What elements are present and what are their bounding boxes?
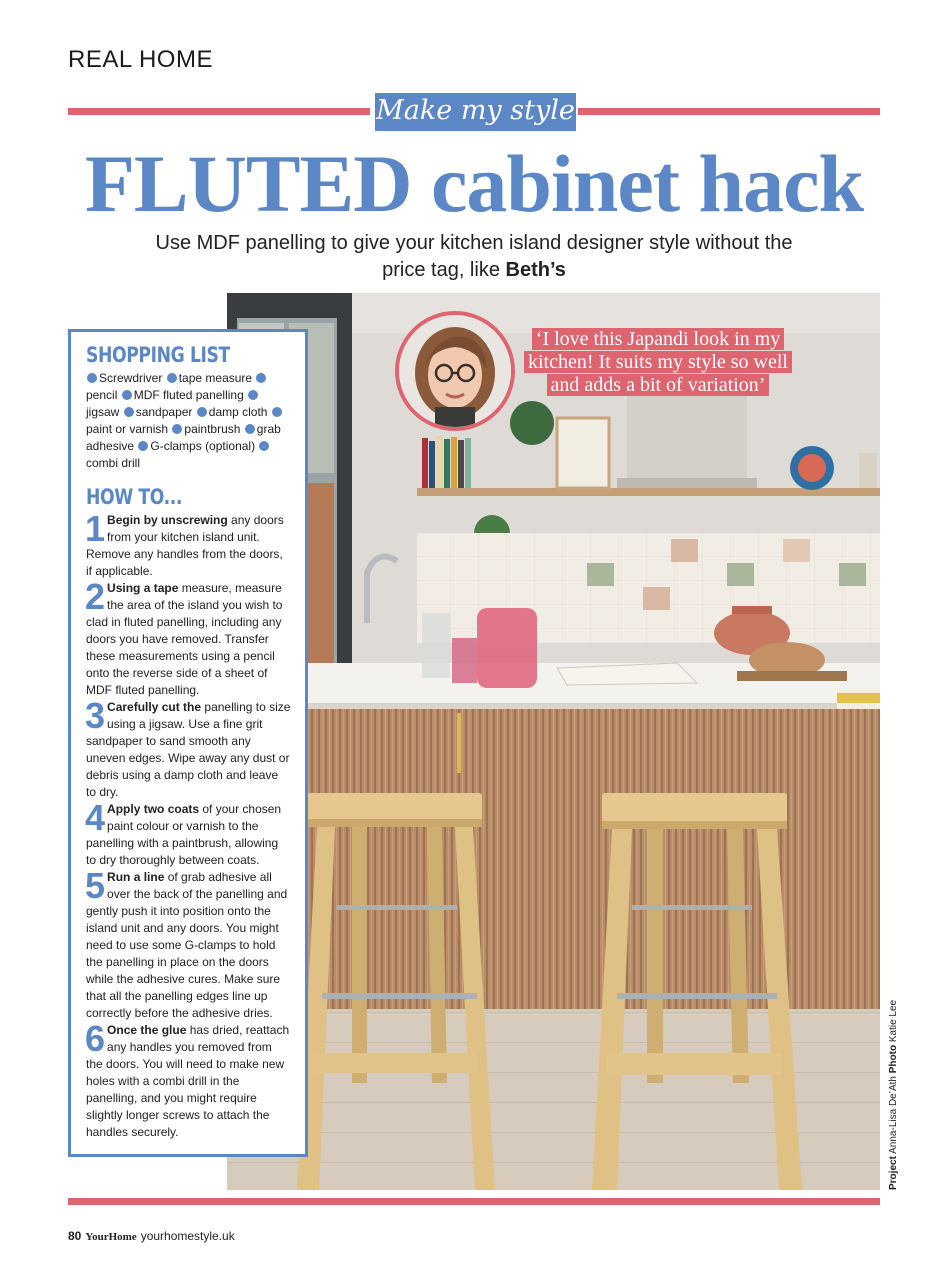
standfirst [140,230,808,284]
step-item [85,695,291,801]
step-text: has dried, reattach any handles you removed from the doors. You will need to make new holes with a combi drill in the panelling, and you might require slightly longer screws to attach the handles securely. [86,1023,290,1139]
photo-credit [885,990,903,1190]
shopping-item: G-clamps (optional) [150,439,256,453]
step-lead: Apply two coats [107,802,200,816]
page-number: 80 [68,1229,82,1243]
step-item [85,865,291,1022]
credit-project-label: Project [888,1156,899,1190]
credit-project-name: Anna-Lisa De’Ath [888,1076,899,1154]
shopping-item: paintbrush [184,422,241,436]
step-lead: Run a line [107,870,165,884]
shopping-item: damp cloth [208,405,268,419]
step-text: measure, measure the area of the island you wish to clad in fluted panelling, including any doors you have removed. Transfer these measurements using a pencil onto the reverse side of a sheet of MDF fluted panelling. [86,581,283,697]
step-text: of your chosen paint colour or varnish to the panelling with a paintbrush, allowing to dry thoroughly between coats. [86,802,282,867]
step-item [85,1018,291,1141]
step-text: of grab adhesive all over the back of the panelling and gently push it into position onto the island unit and any doors. You might need to use some G-clamps to hold the panelling in place on the doors while the adhesive cures. Make sure that all the panelling edges line up correctly before the adhesive dries. [86,870,288,1020]
page-footer [68,1229,235,1243]
shopping-item: paint or varnish [86,422,169,436]
shopping-item: grab adhesive [86,422,281,453]
step-number: 6 [85,1018,106,1059]
shopping-list [86,370,291,472]
step-lead: Carefully cut the [107,700,202,714]
bullet-icon [256,373,266,383]
bullet-icon [124,407,134,417]
step-lead: Using a tape [107,581,179,595]
magazine-logo: YourHome [85,1231,137,1243]
step-number: 4 [85,797,106,838]
step-number: 5 [85,865,106,906]
portrait-photo [395,311,515,431]
bottom-rule [68,1198,880,1205]
standfirst-name: Beth’s [505,259,566,281]
step-number: 2 [85,576,106,617]
step-item [85,576,291,699]
step-item [85,797,291,869]
shopping-item: MDF fluted panelling [133,388,244,402]
headline: FLUTED cabinet hack [84,138,864,229]
bullet-icon [122,390,132,400]
shopping-item: Screwdriver [99,371,163,385]
step-lead: Begin by unscrewing [107,513,228,527]
pull-quote-text: ‘I love this Japandi look in my kitchen! It suits my style so well and adds a bit of variation’ [524,328,792,396]
shopping-item: jigsaw [86,405,120,419]
section-label: REAL HOME [68,46,213,73]
shopping-list-heading: SHOPPING LIST [86,343,230,367]
kitchen-photo [227,293,880,1190]
kicker-rule-left [68,108,370,115]
standfirst-text: Use MDF panelling to give your kitchen island designer style without the price tag, like [155,232,793,281]
step-text: any doors from your kitchen island unit. Remove any handles from the doors, if applicable. [86,513,284,578]
bullet-icon [87,373,97,383]
bullet-icon [272,407,282,417]
step-item [85,508,291,580]
bullet-icon [259,441,269,451]
step-number: 3 [85,695,106,736]
step-lead: Once the glue [107,1023,187,1037]
bullet-icon [172,424,182,434]
bullet-icon [245,424,255,434]
shopping-item: tape measure [178,371,253,385]
shopping-item: pencil [86,388,118,402]
bullet-icon [138,441,148,451]
sidebar-box [68,329,308,1157]
shopping-item: sandpaper [135,405,193,419]
kicker-label: Make my style [375,93,576,131]
kicker-rule-right [578,108,880,115]
bullet-icon [167,373,177,383]
credit-photo-label: Photo [888,1044,899,1074]
bullet-icon [248,390,258,400]
step-text: panelling to size using a jigsaw. Use a fine grit sandpaper to sand smooth any uneven edges. Wipe away any dust or debris using a damp cloth and leave to dry. [86,700,291,799]
how-to-heading: HOW TO... [86,485,182,509]
bullet-icon [197,407,207,417]
footer-url: yourhomestyle.uk [140,1229,235,1243]
shopping-item: combi drill [86,456,141,470]
pull-quote [512,328,804,397]
how-to-steps [85,508,291,1141]
credit-photo-name: Katie Lee [888,999,899,1043]
step-number: 1 [85,508,106,549]
